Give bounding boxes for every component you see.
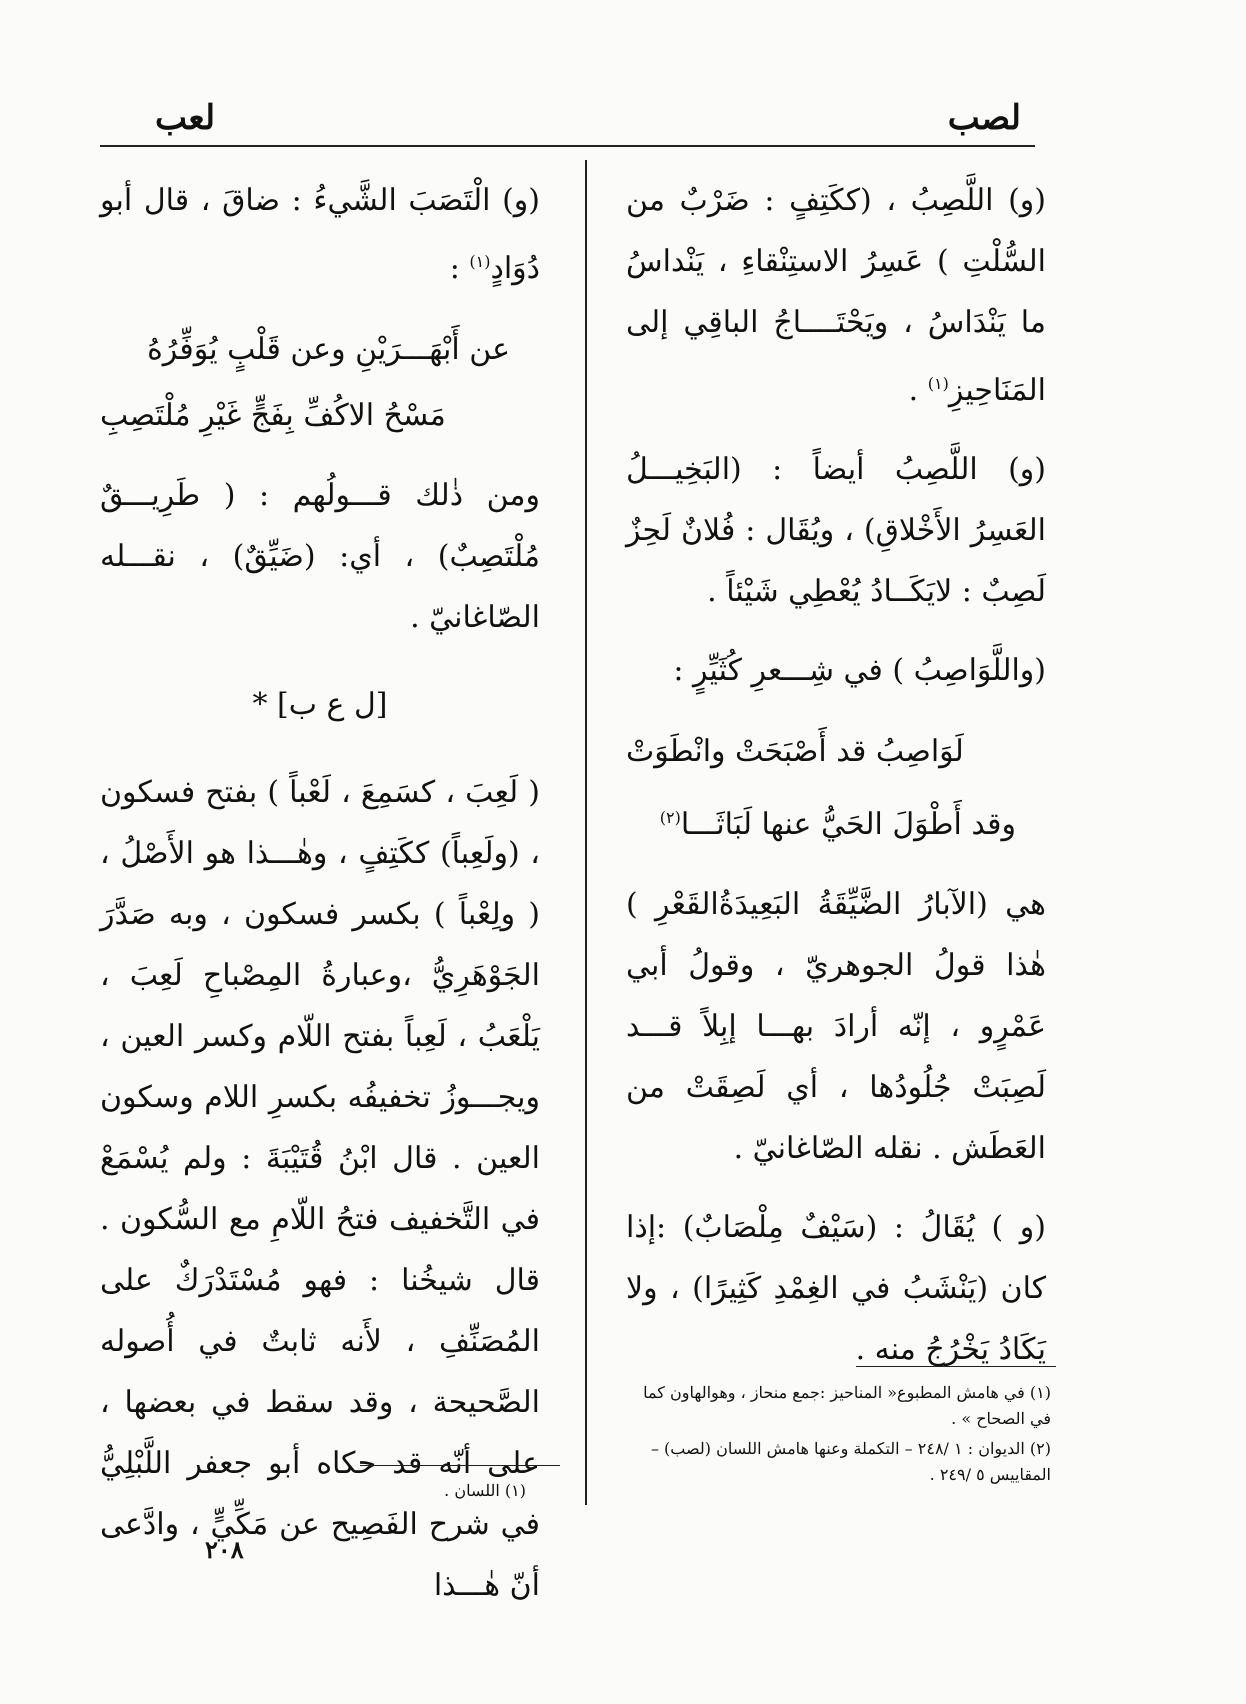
right-column [626, 170, 1046, 1398]
poem-line: لَوَاصِبُ قد أَصْبَحَتْ وانْطَوَتْ [626, 734, 964, 769]
footnote-marker: (١) [927, 374, 949, 393]
footnotes-right [631, 1380, 1051, 1492]
footnote-marker: (١) [469, 252, 491, 271]
poem-verse [100, 317, 540, 449]
header-rule [100, 145, 1035, 147]
poem-line: مَسْحُ الاكُفِّ بِفَجٍّ غَيْرِ مُلْتَصِبِ [100, 398, 446, 433]
footnotes-left [126, 1478, 526, 1508]
entry-paragraph: (و ) يُقَالُ : (سَيْفٌ مِلْصَابٌ) :إذا كان (يَنْشَبُ في الغِمْدِ كَثِيرًا) ، ولا يَكَادُ يَخْرُجُ منه . [626, 1210, 1046, 1367]
entry-paragraph: (واللَّوَاصِبُ ) في شِـــعرِ كُثَيِّرٍ : [673, 653, 1046, 688]
footnote-marker: (٢) [659, 808, 681, 827]
paragraph-text: (و) الْتَصَبَ الشَّيءُ : ضاقَ ، قال أبو دُوَادٍ [100, 183, 540, 286]
poem-verse [626, 719, 1046, 858]
paragraph-text: (و) اللَّصِبُ ، (ككَتِفٍ : ضَرْبٌ من السُّلْتِ ) عَسِرُ الاستِنْقاءِ ، يَنْداسُ ما يَنْدَاسُ ، ويَحْتَــــاجُ الباقِي إلى المَنَاحِيزِ [626, 183, 1046, 408]
entry-paragraph [100, 170, 540, 299]
entry-paragraph: ( لَعِبَ ، كسَمِعَ ، لَعْباً ) بفتح فسكون ، (ولَعِباً) ككَتِفٍ ، وهٰـــذا هو الأَصْلُ ، ( ولِعْباً ) بكسر فسكون ، وبه صَدَّرَ الجَوْهَرِيُّ ،وعبارةُ المِصْباحِ لَعِبَ ، يَلْعَبُ ، لَعِباً بفتح اللّام وكسر العين ، ويجـــوزُ تخفيفُه بكسرِ اللام وسكون العين . قال ابْنُ قُتَيْبَةَ : ولم يُسْمَعْ في التَّخفيف فتحُ اللّامِ مع السُّكون . قال شيخُنا : فهو مُسْتَدْرَكٌ على المُصَنِّفِ ، لأَنه ثابتٌ في أُصوله الصَّحيحة ، وقد سقط في بعضها ، على أنّه قد حكاه أبو جعفر اللَّبْلِيُّ في شرح الفَصِيح عن مَكِّيٍّ ، وادَّعى أنّ هٰـــذا [100, 775, 540, 1603]
footnote: (١) اللسان . [444, 1481, 526, 1500]
footnote: (١) في هامش المطبوع« المناحيز :جمع منحاز ، وهوالهاون كما في الصحاح » . [643, 1383, 1051, 1428]
footnote-rule [360, 1465, 560, 1466]
entry-paragraph: هي (الآبارُ الضَّيِّقَةُ البَعِيدَةُالقَعْرِ ) هٰذا قولُ الجوهريّ ، وقولُ أبي عَمْرٍو ، إنّه أرادَ بهـــا إبِلاً قـــد لَصِبَتْ جُلُودُها ، أي لَصِقَتْ من العَطَش . نقله الصّاغانيّ . [626, 887, 1046, 1166]
poem-line: عن أَبْهَـــرَيْنِ وعن قَلْبٍ يُوَفِّرُهُ [147, 332, 510, 367]
entry-paragraph: (و) اللَّصِبُ أيضاً : (البَخِيـــلُ العَسِرُ الأَخْلاقِ) ، ويُقَال : فُلانٌ لَحِزٌ لَصِبٌ : لايَكَــادُ يُعْطِي شَيْئاً . [626, 452, 1046, 609]
entry-heading: [ل ع ب] * [252, 687, 388, 722]
left-column [100, 170, 540, 1634]
column-divider [585, 160, 587, 1505]
running-head-left: لعب [155, 98, 216, 138]
poem-line-text: وقد أَطْوَلَ الحَيُّ عنها لَبَاثَـــا [680, 807, 1016, 842]
page-number: ٢٠٨ [205, 1535, 244, 1564]
footnote: (٢) الديوان : ١ /٢٤٨ – التكملة وعنها هامش اللسان (لصب) – المقاييس ٥ /٢٤٩ . [650, 1439, 1051, 1484]
paragraph-end: . [908, 373, 928, 408]
paragraph-end: : [449, 251, 470, 286]
running-head-right: لصب [947, 98, 1021, 138]
entry-paragraph [626, 170, 1046, 421]
poem-line [626, 785, 1016, 858]
entry-paragraph: ومن ذٰلك قـــولُهم : ( طَرِيـــقٌ مُلْتَصِبٌ) ، أي: (ضَيِّقٌ) ، نقـــله الصّاغانيّ . [100, 478, 540, 635]
footnote-rule [856, 1366, 1056, 1367]
